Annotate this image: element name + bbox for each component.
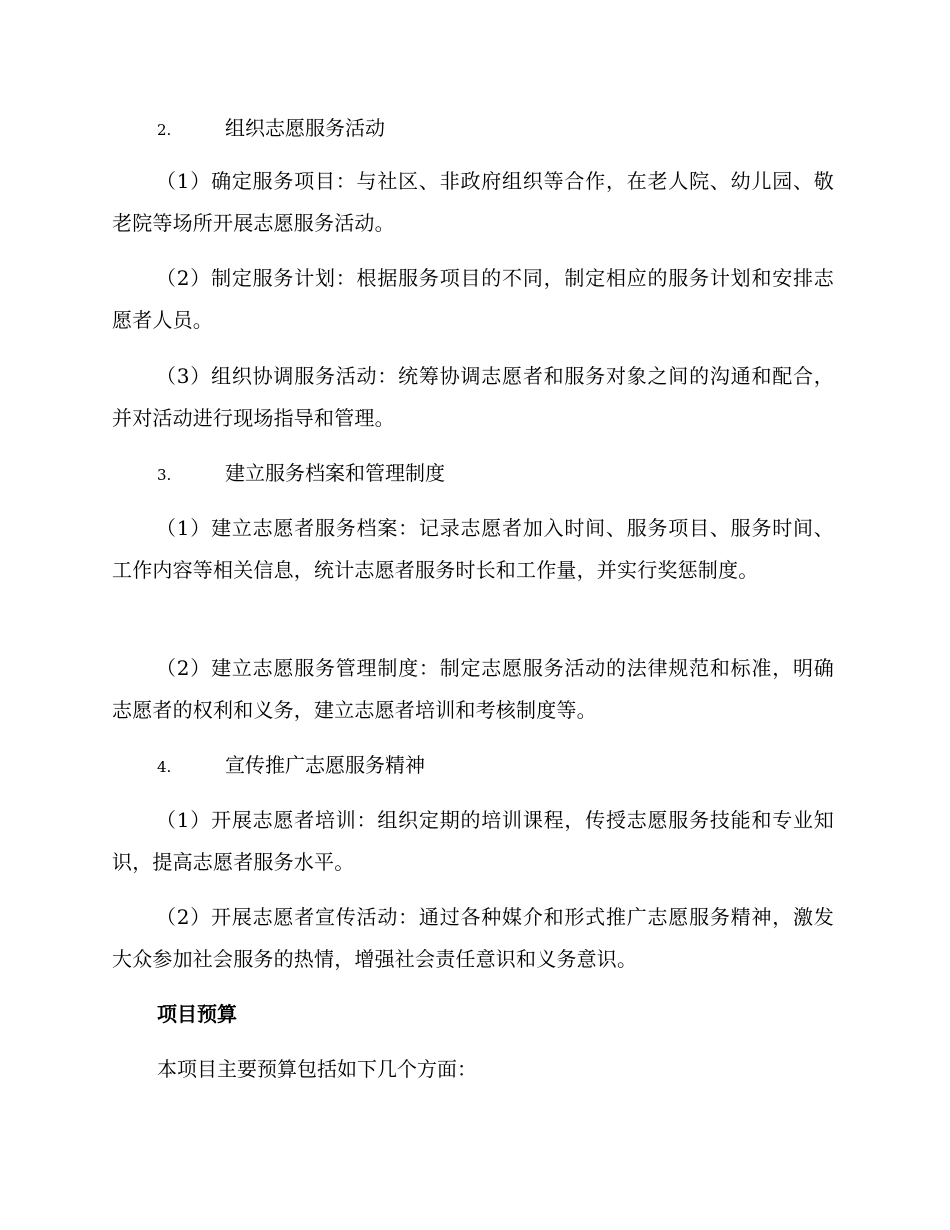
budget-intro: 本项目主要预算包括如下几个方面：: [157, 1057, 477, 1081]
paragraph: （2）制定服务计划：根据服务项目的不同，制定相应的服务计划和安排志愿者人员。: [112, 266, 834, 332]
item-heading-text: 建立服务档案和管理制度: [225, 461, 445, 485]
item-4-heading: [157, 751, 425, 781]
item-2-heading: [157, 114, 385, 144]
item-heading-text: 组织志愿服务活动: [225, 116, 385, 140]
item-heading-text: 宣传推广志愿服务精神: [225, 753, 425, 777]
budget-section-title: 项目预算: [157, 1002, 237, 1026]
item-number: 2.: [157, 121, 172, 139]
paragraph: （2）开展志愿者宣传活动：通过各种媒介和形式推广志愿服务精神，激发大众参加社会服务的热情，增强社会责任意识和义务意识。: [112, 905, 834, 971]
paragraph: （3）组织协调服务活动：统筹协调志愿者和服务对象之间的沟通和配合，并对活动进行现场指导和管理。: [112, 364, 834, 430]
paragraph: （2）建立志愿服务管理制度：制定志愿服务活动的法律规范和标准，明确志愿者的权利和义务，建立志愿者培训和考核制度等。: [112, 656, 834, 722]
item-3-heading: [157, 459, 445, 489]
item-number: 4.: [157, 758, 172, 776]
item-number: 3.: [157, 466, 172, 484]
paragraph: （1）确定服务项目：与社区、非政府组织等合作，在老人院、幼儿园、敬老院等场所开展志愿服务活动。: [112, 169, 834, 235]
paragraph: （1）建立志愿者服务档案：记录志愿者加入时间、服务项目、服务时间、工作内容等相关信息，统计志愿者服务时长和工作量，并实行奖惩制度。: [112, 516, 834, 582]
paragraph: （1）开展志愿者培训：组织定期的培训课程，传授志愿服务技能和专业知识，提高志愿者服务水平。: [112, 808, 834, 874]
